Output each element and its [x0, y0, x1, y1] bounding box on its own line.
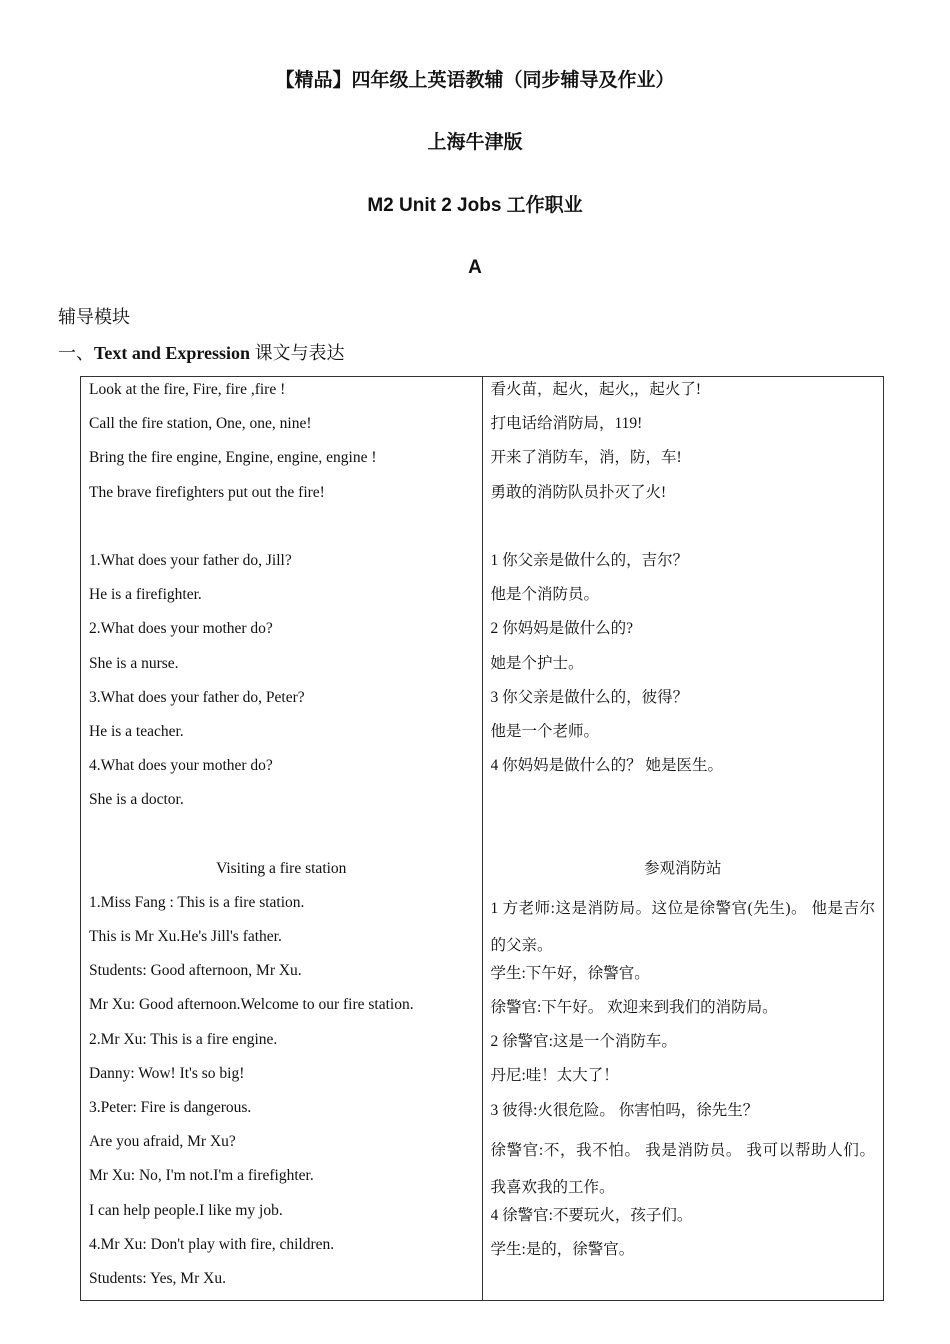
- english-line: Are you afraid, Mr Xu?: [89, 1133, 236, 1151]
- chinese-line: 学生:是的，徐警官。: [490, 1240, 635, 1258]
- chinese-line: 开来了消防车，消，防，车!: [490, 449, 682, 467]
- english-line: This is Mr Xu.He's Jill's father.: [89, 928, 282, 945]
- section-title-chinese: 课文与表达: [250, 343, 345, 363]
- english-line: Students: Yes, Mr Xu.: [89, 1269, 226, 1287]
- english-line: 2.What does your mother do?: [89, 620, 273, 638]
- english-line: The brave firefighters put out the fire!: [89, 483, 325, 501]
- blank-line: [491, 821, 876, 855]
- english-line: Mr Xu: No, I'm not.I'm a firefighter.: [89, 1167, 314, 1185]
- chinese-line: 2 你妈妈是做什么的?: [490, 620, 634, 638]
- english-line: Bring the fire engine, Engine, engine, engine !: [89, 449, 377, 467]
- blank-line: [89, 514, 474, 548]
- english-line: She is a nurse.: [89, 654, 179, 672]
- english-line: 1.What does your father do, Jill?: [89, 551, 292, 569]
- english-line: 1.Miss Fang : This is a fire station.: [89, 893, 305, 911]
- blank-line: [491, 787, 876, 821]
- chinese-line: 徐警官:下午好。 欢迎来到我们的消防局。: [490, 999, 778, 1016]
- chinese-line: 她是个护士。: [490, 654, 584, 672]
- chinese-line: 学生:下午好，徐警官。: [490, 964, 650, 982]
- english-line: 4.What does your mother do?: [89, 757, 273, 775]
- chinese-line: 勇敢的消防队员扑灭了火!: [490, 483, 667, 501]
- section-title-english: Text and Expression: [94, 343, 251, 363]
- english-line: Mr Xu: Good afternoon.Welcome to our fire station.: [89, 996, 414, 1014]
- english-line: Call the fire station, One, one, nine!: [89, 415, 312, 433]
- document-title: 【精品】四年级上英语教辅（同步辅导及作业）: [275, 70, 675, 91]
- story-title-english: Visiting a fire station: [216, 859, 347, 877]
- chinese-line: 3 彼得:火很危险。 你害怕吗，徐先生？: [490, 1101, 759, 1119]
- part-label: A: [468, 257, 482, 278]
- document-subtitle-edition: 上海牛津版: [427, 132, 523, 153]
- story-title-chinese: 参观消防站: [643, 859, 722, 877]
- chinese-line: 他是个消防员。: [490, 586, 600, 604]
- english-line: Danny: Wow! It's so big!: [89, 1064, 245, 1082]
- module-label: 辅导模块: [58, 307, 130, 327]
- unit-title: M2 Unit 2 Jobs 工作职业: [367, 195, 583, 216]
- english-line: He is a teacher.: [89, 722, 184, 740]
- english-line: 3.What does your father do, Peter?: [89, 688, 305, 706]
- section-number: 一、: [58, 343, 94, 363]
- blank-line: [491, 514, 876, 548]
- chinese-line: 1 你父亲是做什么的，吉尔？: [490, 551, 689, 569]
- chinese-column: [482, 377, 884, 1301]
- english-line: Look at the fire, Fire, fire ,fire !: [89, 381, 286, 398]
- chinese-line-wrapped: 1 方老师:这是消防局。这位是徐警官(先生)。 他是吉尔的父亲。: [490, 899, 875, 954]
- lesson-table: [80, 376, 884, 1301]
- english-line: 3.Peter: Fire is dangerous.: [89, 1098, 252, 1116]
- chinese-line: 看火苗，起火，起火,，起火了!: [490, 381, 702, 398]
- chinese-line: 2 徐警官:这是一个消防车。: [490, 1033, 677, 1051]
- chinese-line: 打电话给消防局，119!: [490, 415, 643, 433]
- chinese-line: 3 你父亲是做什么的，彼得？: [490, 688, 689, 706]
- english-column: [81, 377, 483, 1301]
- english-line: 4.Mr Xu: Don't play with fire, children.: [89, 1235, 335, 1253]
- english-line: Students: Good afternoon, Mr Xu.: [89, 962, 302, 980]
- english-line: He is a firefighter.: [89, 586, 202, 604]
- chinese-line: 他是一个老师。: [490, 722, 600, 740]
- blank-line: [89, 821, 474, 855]
- chinese-line: 丹尼:哇！太大了！: [490, 1067, 619, 1085]
- english-line: I can help people.I like my job.: [89, 1201, 283, 1219]
- chinese-line: 4 徐警官:不要玩火，孩子们。: [490, 1206, 693, 1224]
- english-line: 2.Mr Xu: This is a fire engine.: [89, 1030, 278, 1048]
- chinese-line-wrapped: 徐警官:不，我不怕。 我是消防员。 我可以帮助人们。 我喜欢我的工作。: [490, 1141, 875, 1196]
- section-heading: [58, 341, 345, 365]
- english-line: She is a doctor.: [89, 791, 184, 809]
- chinese-line: 4 你妈妈是做什么的？ 她是医生。: [490, 757, 724, 775]
